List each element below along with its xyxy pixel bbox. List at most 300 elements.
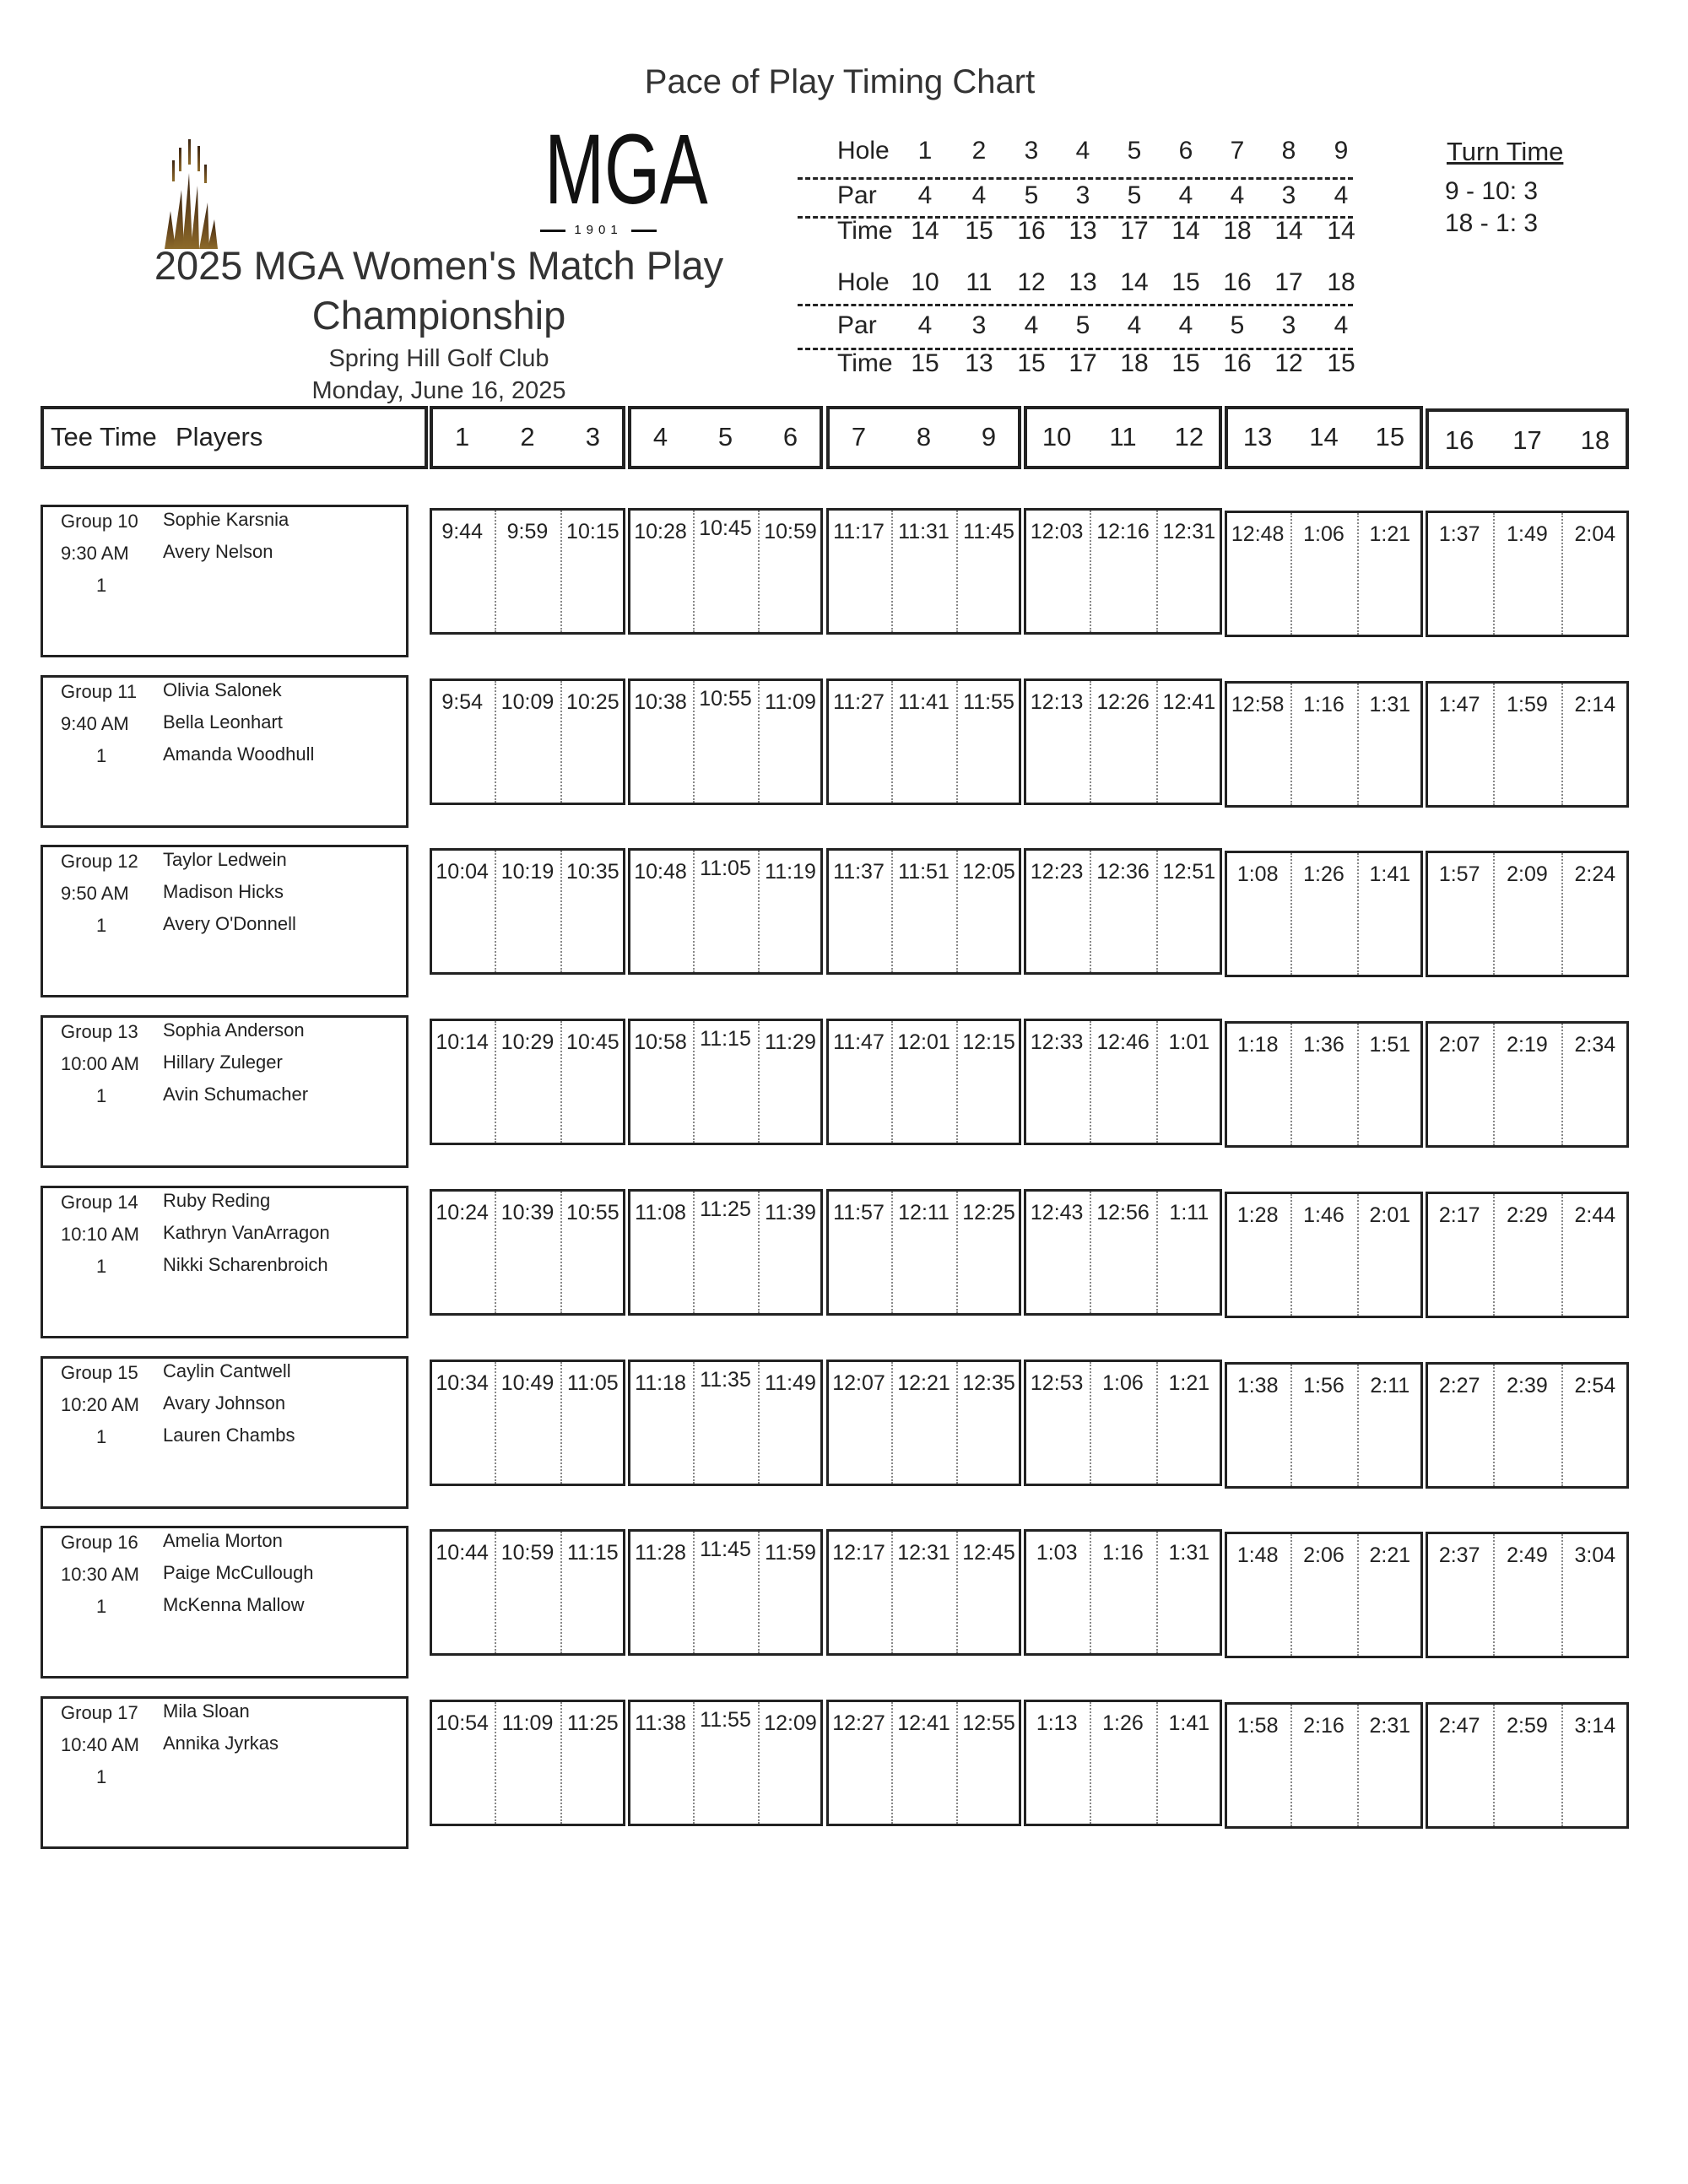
projected-time: 12:25 [962,1200,1015,1224]
hole-time-block [1225,511,1423,637]
scorecard-par-value: 4 [1024,311,1039,339]
header-hole-number: 18 [1580,425,1610,455]
hole-time-block [1024,1700,1222,1826]
projected-time: 2:21 [1369,1543,1411,1568]
event-title-line1: 2025 MGA Women's Match Play [154,243,724,288]
scorecard-time-value: 12 [1274,349,1303,377]
header-hole-number: 8 [916,422,932,451]
projected-time: 11:05 [700,857,751,881]
projected-time: 12:26 [1096,689,1150,714]
scorecard-par-value: 4 [971,181,987,209]
projected-time: 1:18 [1236,1033,1279,1057]
hole-time-block [1426,681,1629,808]
group-row [0,1015,1688,1176]
projected-time: 12:01 [897,1030,950,1055]
projected-time: 11:25 [700,1197,751,1221]
player-name: Bella Leonhart [163,711,283,733]
projected-time: 11:39 [765,1200,816,1224]
projected-time: 11:15 [566,1541,619,1565]
header-hole-number: 17 [1512,425,1542,455]
projected-time: 1:11 [1169,1200,1209,1224]
projected-time: 10:48 [634,860,687,884]
projected-time: 12:16 [1096,520,1150,543]
group-tee-time: 10:20 AM [61,1393,139,1415]
hole-time-block [1426,1532,1629,1658]
scorecard-time-value: 13 [965,349,993,377]
header-hole-number: 7 [851,422,867,451]
projected-time: 2:29 [1507,1203,1548,1227]
projected-time: 11:18 [635,1370,686,1395]
hole-time-block [1225,851,1423,977]
scorecard-time-value: 15 [965,217,993,245]
scorecard-time-label: Time [837,217,893,245]
projected-time: 9:44 [441,520,483,543]
projected-time: 1:16 [1303,692,1344,716]
projected-time: 1:38 [1236,1373,1279,1397]
scorecard-time-value: 17 [1120,217,1149,245]
player-name: Amelia Morton [163,1530,283,1552]
player-name: Sophia Anderson [163,1019,305,1041]
projected-time: 2:34 [1574,1033,1616,1057]
hole-time-block [628,1189,823,1316]
hole-time-block [1426,1021,1629,1148]
player-name: Lauren Chambs [163,1424,295,1446]
group-row [0,1186,1688,1346]
scorecard-hole-value: 14 [1120,268,1149,296]
scorecard-par-value: 5 [1230,311,1245,339]
projected-time: 2:47 [1438,1713,1480,1738]
projected-time: 12:21 [897,1370,950,1395]
group-start-hole: 1 [96,1765,107,1787]
projected-time: 10:54 [436,1711,489,1735]
event-title-line2: Championship [311,293,566,338]
header-hole-number: 9 [981,422,997,451]
scorecard-hole-value: 18 [1327,268,1355,296]
hole-time-block [1426,511,1629,637]
scorecard-par-value: 3 [1281,311,1296,339]
player-name: Nikki Scharenbroich [163,1253,328,1275]
projected-time: 10:45 [566,1030,619,1055]
player-name: Avery O'Donnell [163,913,296,935]
player-name: Avary Johnson [163,1392,286,1414]
projected-time: 11:09 [501,1711,554,1735]
projected-time: 10:28 [634,520,687,543]
projected-time: 1:51 [1369,1033,1411,1057]
header-hole-number: 14 [1309,422,1339,451]
header-hole-number: 10 [1041,422,1072,451]
projected-time: 11:28 [635,1541,686,1565]
projected-time: 12:31 [897,1541,950,1565]
projected-time: 10:55 [566,1200,619,1224]
player-name: Annika Jyrkas [163,1732,279,1754]
scorecard-hole-value: 12 [1017,268,1046,296]
projected-time: 2:19 [1507,1033,1548,1057]
group-name: Group 15 [61,1361,138,1383]
projected-time: 11:41 [898,689,950,714]
scorecard-hole-label: Hole [837,268,890,296]
scorecard-time-value: 14 [1171,217,1200,245]
projected-time: 2:24 [1574,862,1616,887]
header-players: Players [176,422,263,451]
scorecard-par-value: 5 [1075,311,1090,339]
projected-time: 1:26 [1303,862,1344,887]
player-name: Mila Sloan [163,1700,250,1722]
projected-time: 2:07 [1438,1033,1480,1057]
projected-time: 1:47 [1438,692,1480,716]
projected-time: 1:06 [1303,522,1344,546]
projected-time: 2:54 [1574,1373,1616,1397]
header-tee-time: Tee Time [51,422,157,451]
projected-time: 1:26 [1102,1711,1144,1735]
scorecard-par-value: 4 [1230,181,1245,209]
hole-time-block [826,1360,1021,1486]
projected-time: 2:11 [1370,1373,1410,1397]
scorecard-time-value: 15 [1327,349,1355,377]
scorecard-par-value: 3 [1075,181,1090,209]
projected-time: 1:21 [1369,522,1411,546]
hole-time-block [628,1700,823,1826]
cattail-logo-icon [160,139,219,249]
projected-time: 1:41 [1369,862,1411,887]
projected-time: 9:59 [506,520,549,543]
turn-time-line: 9 - 10: 3 [1445,177,1539,205]
group-name: Group 14 [61,1191,138,1213]
page-title: Pace of Play Timing Chart [644,63,1036,100]
header-hole-number: 5 [717,422,733,451]
player-name: Taylor Ledwein [163,849,287,871]
group-tee-time: 9:30 AM [61,543,129,564]
hole-time-block [1024,848,1222,975]
scorecard-hole-value: 4 [1075,137,1090,165]
scorecard-par-value: 4 [917,311,933,339]
scorecard-hole-value: 16 [1223,268,1252,296]
scorecard-par-value: 4 [1334,311,1349,339]
projected-time: 1:58 [1236,1713,1279,1738]
hole-time-block [1225,1702,1423,1829]
scorecard-hole-value: 15 [1171,268,1200,296]
hole-time-block [430,508,625,635]
dashed-divider [798,177,1353,180]
hole-time-block [1426,1192,1629,1318]
hole-time-block [826,1700,1021,1826]
projected-time: 2:49 [1507,1543,1548,1568]
projected-time: 2:27 [1438,1373,1480,1397]
group-row [0,1696,1688,1857]
hole-time-block [1225,1192,1423,1318]
projected-time: 12:31 [1162,520,1216,543]
projected-time: 12:11 [898,1200,950,1224]
projected-time: 1:16 [1102,1541,1144,1565]
player-name: Ruby Reding [163,1189,271,1211]
projected-time: 1:59 [1507,692,1548,716]
player-name: Olivia Salonek [163,678,282,700]
projected-time: 11:15 [700,1027,751,1051]
hole-time-block [430,1019,625,1145]
projected-time: 11:55 [963,689,1014,714]
group-name: Group 16 [61,1532,138,1554]
scorecard-par-value: 4 [917,181,933,209]
group-name: Group 13 [61,1021,138,1043]
group-name: Group 11 [61,680,138,702]
scorecard-par-value: 5 [1024,181,1039,209]
scorecard-par-value: 5 [1127,181,1142,209]
event-venue: Spring Hill Golf Club [328,345,549,372]
projected-time: 1:48 [1236,1543,1279,1568]
group-row [0,505,1688,665]
projected-time: 1:28 [1236,1203,1279,1227]
projected-time: 10:15 [566,520,619,543]
projected-time: 12:58 [1231,692,1285,716]
projected-time: 2:04 [1574,522,1616,546]
projected-time: 1:31 [1168,1541,1210,1565]
hole-time-block [826,1529,1021,1656]
group-start-hole: 1 [96,1425,107,1447]
projected-time: 11:25 [566,1711,619,1735]
projected-time: 1:03 [1036,1541,1078,1565]
projected-time: 11:57 [833,1200,885,1224]
header-hole-number: 13 [1242,422,1273,451]
projected-time: 1:08 [1236,862,1279,887]
projected-time: 12:13 [1030,689,1084,714]
projected-time: 1:21 [1168,1370,1210,1395]
hole-time-block [628,848,823,975]
header-hole-number: 12 [1174,422,1204,451]
projected-time: 11:55 [700,1707,751,1732]
projected-time: 10:19 [500,860,555,884]
scorecard-par-value: 4 [1127,311,1142,339]
scorecard-time-label: Time [837,349,893,377]
hole-time-block [1024,678,1222,805]
group-start-hole: 1 [96,575,107,596]
projected-time: 1:06 [1102,1370,1144,1395]
scorecard-hole-value: 13 [1069,268,1097,296]
scorecard-time-value: 18 [1223,217,1252,245]
projected-time: 1:13 [1036,1711,1078,1735]
projected-time: 11:27 [833,689,885,714]
projected-time: 2:14 [1574,692,1616,716]
group-row [0,675,1688,835]
projected-time: 1:49 [1507,522,1548,546]
projected-time: 10:59 [500,1541,555,1565]
scorecard-time-value: 15 [1171,349,1200,377]
player-name: Avin Schumacher [163,1084,309,1106]
group-row [0,1356,1688,1516]
scorecard-hole-value: 3 [1024,137,1039,165]
scorecard-hole-value: 17 [1274,268,1303,296]
projected-time: 11:47 [833,1030,885,1055]
projected-time: 12:17 [832,1541,885,1565]
projected-time: 2:37 [1438,1543,1480,1568]
projected-time: 1:57 [1438,862,1480,887]
hole-time-block [1024,1189,1222,1316]
group-tee-time: 9:40 AM [61,712,129,734]
scorecard-par-value: 4 [1178,181,1193,209]
hole-time-block [430,848,625,975]
scorecard-time-value: 14 [911,217,939,245]
projected-time: 1:36 [1303,1033,1344,1057]
hole-time-block [430,678,625,805]
projected-time: 12:03 [1030,520,1084,543]
group-start-hole: 1 [96,744,107,766]
player-name: Kathryn VanArragon [163,1221,330,1243]
hole-time-block [1024,1529,1222,1656]
projected-time: 1:56 [1303,1373,1344,1397]
hole-time-block [1225,1021,1423,1148]
hole-time-block [826,848,1021,975]
hole-time-block [1426,1702,1629,1829]
scorecard-time-value: 15 [911,349,939,377]
group-start-hole: 1 [96,915,107,937]
projected-time: 11:35 [700,1367,751,1392]
projected-time: 11:29 [765,1030,816,1055]
scorecard-time-value: 16 [1223,349,1252,377]
event-date: Monday, June 16, 2025 [311,377,566,404]
projected-time: 11:08 [635,1200,686,1224]
hole-time-block [430,1360,625,1486]
projected-time: 1:31 [1369,692,1411,716]
projected-time: 11:31 [898,520,950,543]
hole-time-block [1225,1362,1423,1489]
player-name: Hillary Zuleger [163,1051,283,1073]
projected-time: 11:17 [833,520,885,543]
projected-time: 12:45 [962,1541,1015,1565]
hole-time-block [1024,1019,1222,1145]
header-hole-number: 1 [455,422,470,451]
projected-time: 11:49 [765,1370,816,1395]
projected-time: 12:46 [1096,1030,1150,1055]
projected-time: 10:45 [699,516,752,540]
projected-time: 12:43 [1030,1200,1084,1224]
projected-time: 2:44 [1574,1203,1616,1227]
projected-time: 12:07 [832,1370,885,1395]
turn-time-heading: Turn Time [1447,137,1564,166]
projected-time: 10:25 [566,689,619,714]
scorecard-time-value: 16 [1017,217,1046,245]
scorecard-hole-value: 9 [1334,137,1349,165]
projected-time: 12:23 [1030,860,1084,884]
projected-time: 2:31 [1369,1713,1411,1738]
header-hole-number: 11 [1109,422,1137,451]
projected-time: 11:38 [635,1711,686,1735]
hole-time-block [826,508,1021,635]
projected-time: 2:09 [1507,862,1548,887]
scorecard-par-value: 4 [1178,311,1193,339]
group-start-hole: 1 [96,1255,107,1277]
projected-time: 2:06 [1303,1543,1344,1568]
projected-time: 10:04 [436,860,489,884]
projected-time: 12:05 [962,860,1015,884]
projected-time: 1:37 [1438,522,1480,546]
scorecard-hole-label: Hole [837,137,890,165]
projected-time: 11:05 [566,1370,619,1395]
hole-time-block [430,1189,625,1316]
scorecard-hole-value: 10 [911,268,939,296]
hole-time-block [1225,1532,1423,1658]
scorecard-time-value: 15 [1017,349,1046,377]
group-start-hole: 1 [96,1085,107,1107]
scorecard-time-value: 13 [1069,217,1097,245]
header-hole-number: 16 [1444,425,1474,455]
projected-time: 2:01 [1369,1203,1411,1227]
projected-time: 2:59 [1507,1713,1548,1738]
projected-time: 10:38 [634,689,687,714]
hole-time-block [628,1019,823,1145]
projected-time: 10:24 [436,1200,489,1224]
group-tee-time: 10:30 AM [61,1564,139,1586]
hole-time-block [1024,508,1222,635]
scorecard-time-value: 14 [1274,217,1303,245]
projected-time: 1:01 [1168,1030,1210,1055]
projected-time: 10:55 [699,686,752,711]
dashed-divider [798,348,1353,350]
projected-time: 10:14 [436,1030,489,1055]
projected-time: 10:34 [436,1370,489,1395]
hole-time-block [826,1019,1021,1145]
scorecard-time-value: 17 [1069,349,1097,377]
projected-time: 10:09 [500,689,555,714]
scorecard-hole-value: 7 [1230,137,1245,165]
projected-time: 12:48 [1231,522,1285,546]
scorecard-par-value: 3 [971,311,987,339]
hole-time-block [628,1529,823,1656]
hole-time-block [826,1189,1021,1316]
group-tee-time: 9:50 AM [61,883,129,905]
header-hole-number: 3 [585,422,600,451]
projected-time: 10:39 [500,1200,555,1224]
projected-time: 12:09 [764,1711,817,1735]
player-name: Caylin Cantwell [163,1360,291,1381]
dashed-divider [798,216,1353,219]
hole-time-block [826,678,1021,805]
projected-time: 10:59 [764,520,817,543]
projected-time: 11:37 [833,860,885,884]
scorecard-hole-value: 6 [1178,137,1193,165]
scorecard-time-value: 18 [1120,349,1149,377]
projected-time: 11:59 [765,1541,816,1565]
projected-time: 12:35 [962,1370,1015,1395]
projected-time: 10:29 [500,1030,555,1055]
scorecard-par-label: Par [837,181,877,209]
dashed-divider [798,304,1353,306]
player-name: Paige McCullough [163,1562,314,1584]
hole-time-block [430,1529,625,1656]
group-tee-time: 10:40 AM [61,1733,139,1755]
group-start-hole: 1 [96,1596,107,1618]
hole-time-block [1024,1360,1222,1486]
header-hole-number: 2 [520,422,535,451]
projected-time: 12:27 [832,1711,885,1735]
projected-time: 3:04 [1574,1543,1616,1568]
hole-time-block [1426,851,1629,977]
scorecard-hole-value: 1 [917,137,933,165]
header-hole-number: 6 [782,422,798,451]
hole-time-block [1225,681,1423,808]
group-name: Group 17 [61,1701,138,1723]
player-name: Madison Hicks [163,881,284,903]
player-name: Avery Nelson [163,541,273,562]
mga-logo: MGA [544,114,708,225]
projected-time: 2:39 [1507,1373,1548,1397]
projected-time: 10:35 [566,860,619,884]
hole-time-block [628,678,823,805]
hole-time-block [628,1360,823,1486]
player-name: Amanda Woodhull [163,743,315,765]
group-name: Group 10 [61,511,138,532]
projected-time: 2:17 [1438,1203,1480,1227]
scorecard-hole-value: 8 [1281,137,1296,165]
hole-time-block [430,1700,625,1826]
scorecard-hole-value: 2 [971,137,987,165]
